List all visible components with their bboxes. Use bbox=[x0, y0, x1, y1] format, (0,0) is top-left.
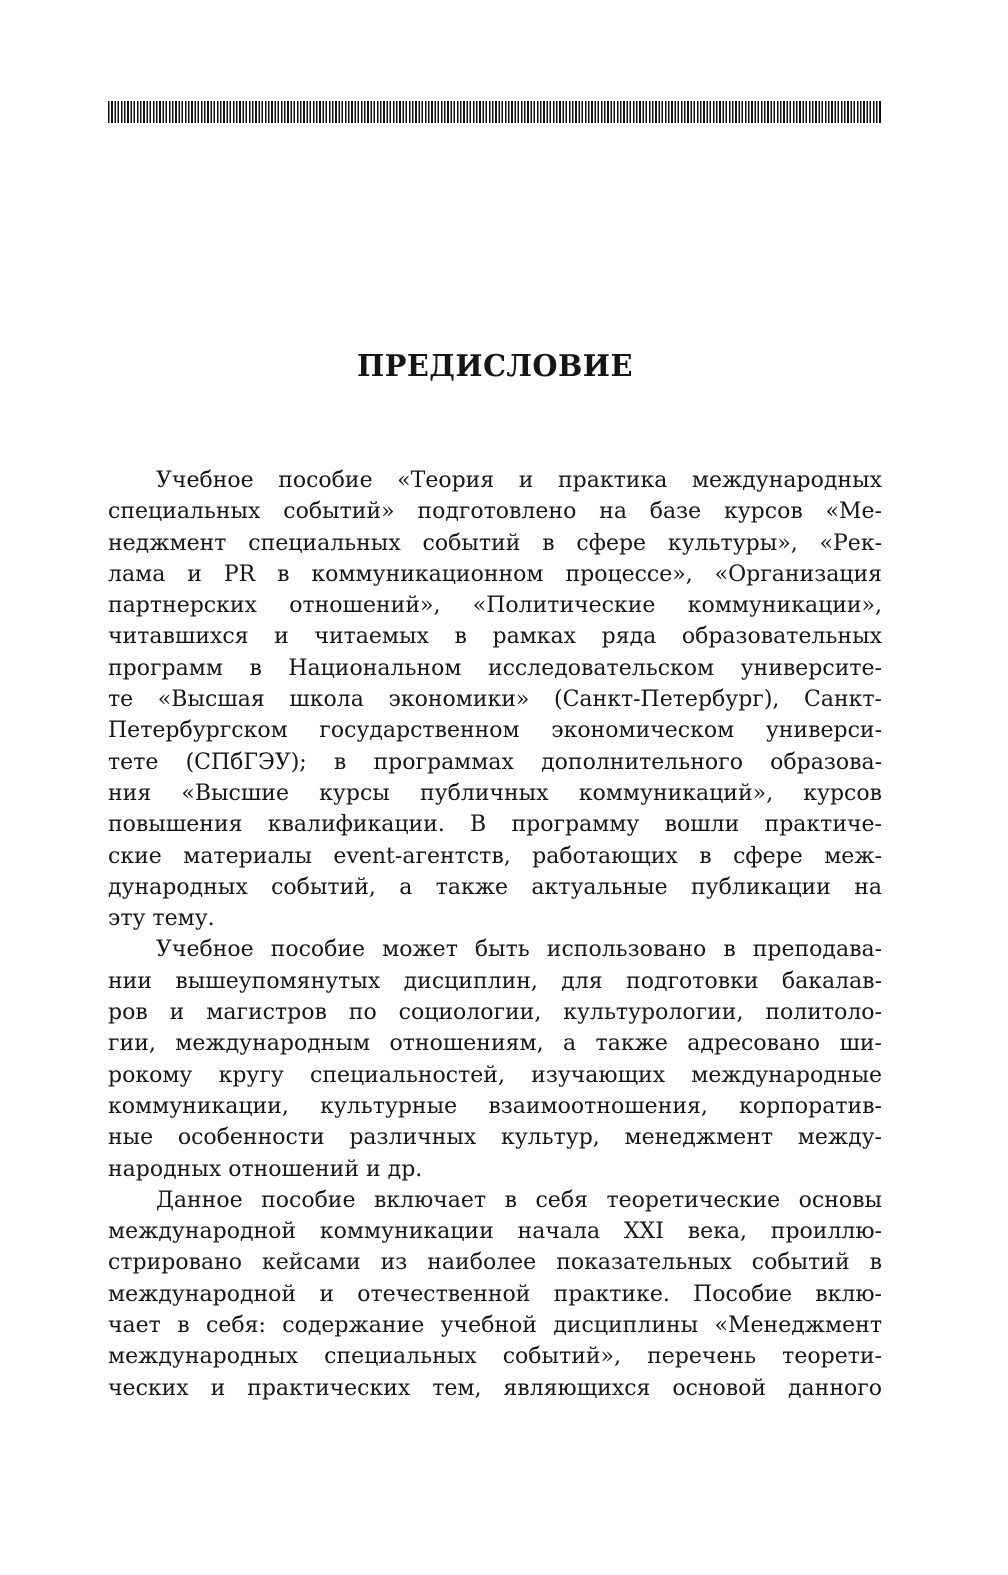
text-line: ческих и практических тем, являющихся основой данного bbox=[108, 1375, 882, 1401]
text-line: рокому кругу специальностей, изучающих международные bbox=[108, 1062, 882, 1088]
text-line: коммуникации, культурные взаимоотношения, корпоратив- bbox=[108, 1093, 882, 1119]
text-line: Петербургском государственном экономическом универси- bbox=[108, 718, 882, 744]
text-line: те «Высшая школа экономики» (Санкт-Петербург), Санкт- bbox=[108, 687, 882, 713]
text-line: чает в себя: содержание учебной дисциплины «Менеджмент bbox=[108, 1313, 882, 1339]
text-line: международных специальных событий», перечень теорети- bbox=[108, 1344, 882, 1370]
header-decorative-rule bbox=[108, 101, 882, 123]
text-line: нии вышеупомянутых дисциплин, для подготовки бакалав- bbox=[108, 968, 882, 994]
text-line: лама и PR в коммуникационном процессе», «Организация bbox=[108, 561, 882, 587]
text-line: партнерских отношений», «Политические коммуникации», bbox=[108, 593, 882, 619]
text-line: ния «Высшие курсы публичных коммуникаций», курсов bbox=[108, 780, 882, 806]
text-line: повышения квалификации. В программу вошли практиче- bbox=[108, 812, 882, 838]
text-line: эту тему. bbox=[108, 906, 215, 932]
text-line: дународных событий, а также актуальные публикации на bbox=[108, 874, 882, 900]
text-line: ров и магистров по социологии, культурологии, политоло- bbox=[108, 1000, 882, 1026]
text-line: стрировано кейсами из наиболее показательных событий в bbox=[108, 1250, 882, 1276]
text-line: Учебное пособие может быть использовано в преподава- bbox=[156, 937, 882, 963]
text-line: международной и отечественной практике. Пособие вклю- bbox=[108, 1281, 882, 1307]
text-line: программ в Национальном исследовательском университе- bbox=[108, 655, 882, 681]
text-line: ные особенности различных культур, менеджмент между- bbox=[108, 1125, 882, 1151]
text-line: специальных событий» подготовлено на базе курсов «Ме- bbox=[108, 499, 882, 525]
paragraph-2 bbox=[108, 934, 882, 1184]
body-text bbox=[108, 465, 882, 1404]
text-line: международной коммуникации начала XXI века, проиллю- bbox=[108, 1219, 882, 1245]
paragraph-1 bbox=[108, 465, 882, 934]
text-line: гии, международным отношениям, а также адресовано ши- bbox=[108, 1031, 882, 1057]
text-line: Учебное пособие «Теория и практика международных bbox=[156, 468, 882, 493]
text-line: Данное пособие включает в себя теоретические основы bbox=[156, 1187, 882, 1213]
text-line: тете (СПбГЭУ); в программах дополнительного образова- bbox=[108, 749, 882, 775]
text-line: ские материалы event-агентств, работающих в сфере меж- bbox=[108, 843, 882, 869]
paragraph-3 bbox=[108, 1185, 882, 1404]
text-line: народных отношений и др. bbox=[108, 1156, 423, 1182]
chapter-title: ПРЕДИСЛОВИЕ bbox=[357, 349, 633, 384]
text-line: неджмент специальных событий в сфере культуры», «Рек- bbox=[108, 530, 882, 556]
text-line: читавшихся и читаемых в рамках ряда образовательных bbox=[108, 624, 882, 650]
